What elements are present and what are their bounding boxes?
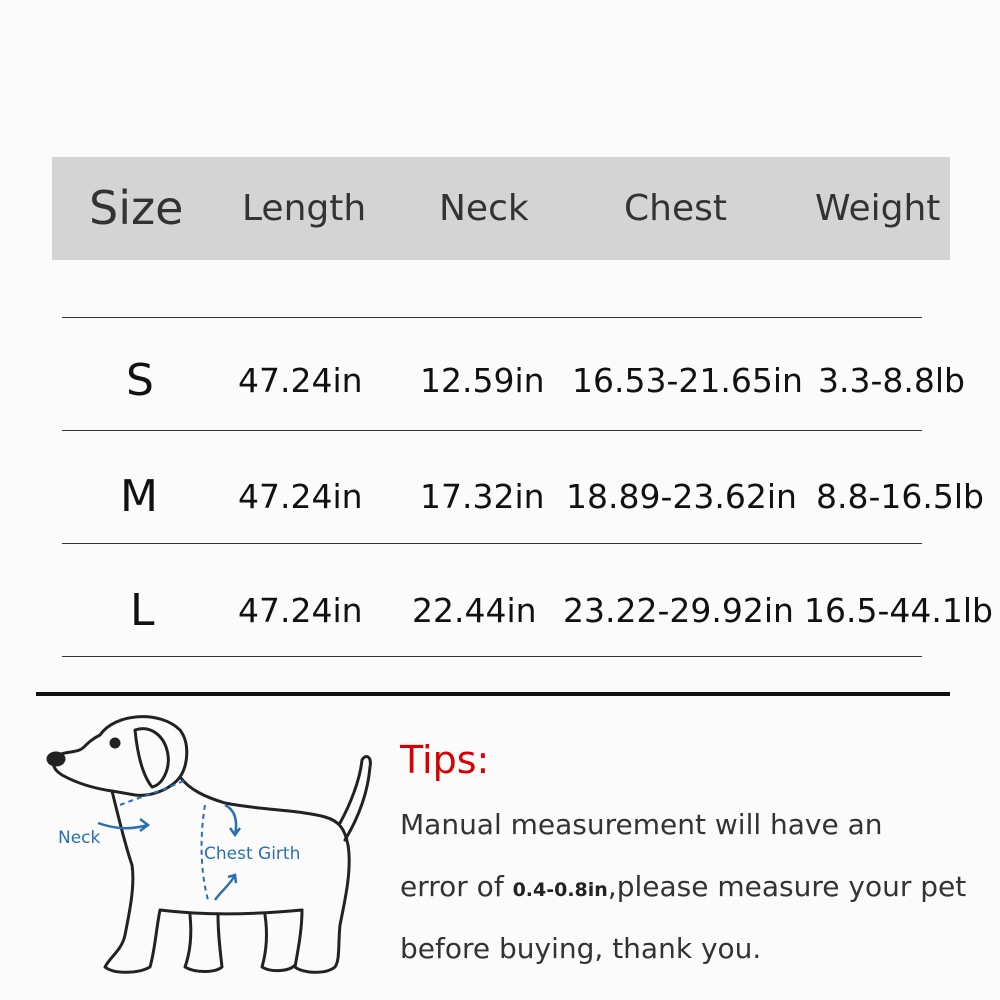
row-neck: 17.32in	[420, 477, 545, 516]
row-size: S	[126, 355, 154, 406]
neck-label: Neck	[58, 828, 101, 848]
table-row	[0, 325, 1000, 437]
table-header	[52, 157, 950, 260]
row-size: M	[120, 471, 158, 522]
chest-arrow-icon	[215, 875, 236, 900]
tips-title: Tips:	[400, 738, 490, 782]
header-size: Size	[89, 181, 184, 235]
row-size: L	[130, 585, 155, 636]
row-divider	[62, 317, 922, 318]
tips-line-3: before buying, thank you.	[400, 932, 762, 965]
row-neck: 12.59in	[420, 361, 545, 400]
table-row	[0, 441, 1000, 553]
dog-ear-outline	[135, 729, 168, 787]
row-chest: 23.22-29.92in	[563, 591, 794, 630]
row-length: 47.24in	[238, 477, 363, 516]
header-neck: Neck	[439, 188, 529, 229]
row-weight: 3.3-8.8lb	[818, 361, 965, 400]
tips-range: 0.4-0.8in	[512, 879, 608, 901]
tips-line-2	[400, 870, 966, 903]
row-neck: 22.44in	[412, 591, 537, 630]
tips-line-2-prefix: error of	[400, 870, 513, 903]
header-weight: Weight	[815, 188, 941, 229]
tips-line-1: Manual measurement will have an	[400, 808, 883, 841]
chest-arrow-icon	[225, 805, 240, 835]
dog-body-outline	[105, 791, 160, 972]
dog-tail-outline	[340, 756, 370, 840]
tips-line-2-suffix: ,please measure your pet	[607, 870, 967, 903]
row-chest: 16.53-21.65in	[572, 361, 803, 400]
row-length: 47.24in	[238, 361, 363, 400]
header-length: Length	[242, 188, 367, 229]
header-chest: Chest	[624, 188, 727, 229]
chest-girth-label: Chest Girth	[204, 844, 301, 864]
section-divider	[36, 692, 950, 696]
row-length: 47.24in	[238, 591, 363, 630]
row-chest: 18.89-23.62in	[566, 477, 797, 516]
table-row	[0, 555, 1000, 667]
row-weight: 8.8-16.5lb	[816, 477, 984, 516]
dog-measurement-diagram	[40, 705, 380, 990]
row-weight: 16.5-44.1lb	[804, 591, 993, 630]
